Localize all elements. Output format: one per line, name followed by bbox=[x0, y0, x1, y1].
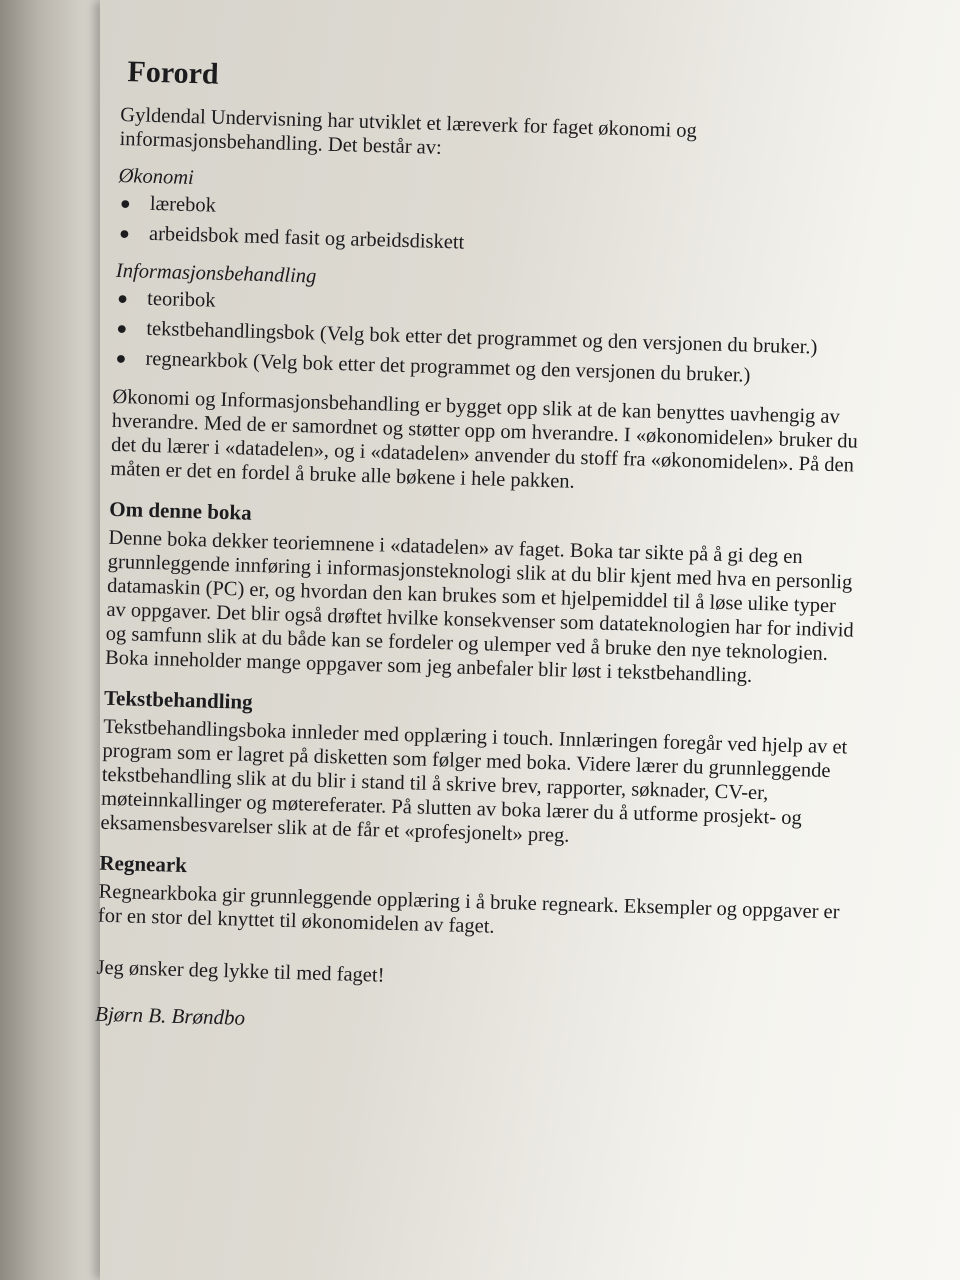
info-list bbox=[113, 285, 865, 392]
category-heading-info: Informasjonsbehandling bbox=[115, 259, 317, 288]
section-heading-om-denne-boka: Om denne boka bbox=[108, 496, 252, 525]
closing-line: Jeg ønsker deg lykke til med faget! bbox=[96, 956, 385, 987]
overview-paragraph: Økonomi og Informasjonsbehandling er bygget opp slik at de kan benyttes uavhengig av hverandre. Med de er samordnet og støtter opp om hverandre. I «økonomidelen» bruker du det du lærer i «datadelen», og i «datadelen» anvender du stoff fra «økonomidelen». På den måten er det en fordel å bruke alle bøkene i hele pakken. bbox=[110, 385, 859, 493]
page-content bbox=[95, 55, 872, 1048]
list-item-text: tekstbehandlingsbok (Velg bok etter det programmet og den versjonen du bruker.) bbox=[146, 317, 818, 359]
signature: Bjørn B. Brøndbo bbox=[94, 1001, 246, 1030]
bullet-icon: ● bbox=[116, 317, 128, 339]
bullet-icon: ● bbox=[119, 193, 132, 214]
intro-paragraph: Gyldendal Undervisning har utviklet et læreverk for faget økonomi og informasjonsbehandling. Det består av: bbox=[119, 103, 698, 159]
list-item-text: teoribok bbox=[146, 287, 216, 312]
section-text-om-denne-boka: Denne boka dekker teoriemnene i «datadelen» av faget. Boka tar sikte på å gi deg en grunnleggende innføring i informasjonsteknologi slik at du blir kjent med hva en personlig datamaskin (PC) er, og hvordan den kan brukes som et hjelpemiddel til å løse ulike typer av oppgaver. Det blir også drøftet hvilke konsekvenser som datateknologien har for individ og samfunn slik at du både kan se fordeler og ulemper ved å bruke den nye teknologien. Boka inneholder mange oppgaver som jeg anbefaler blir løst i tekstbehandling. bbox=[104, 526, 855, 687]
section-heading-tekstbehandling: Tekstbehandling bbox=[103, 685, 253, 714]
section-heading-regneark: Regneark bbox=[99, 850, 188, 878]
section-text-tekstbehandling: Tekstbehandlingsboka innleder med opplæring i touch. Innlæringen foregår ved hjelp av et program som er lagret på disketten som følger med boka. Videre lærer du grunnleggende tekstbehandling slik at du blir i stand til å skrive brev, rapporter, søknader, CV-er, møteinnkallinger og møtereferater. På slutten av boka lærer du å utforme prosjekt- og eksamensbesvarelser slik at de får et «profesjonelt» preg. bbox=[100, 715, 848, 847]
list-item-text: regnearkbok (Velg bok etter det programmet og den versjonen du bruker.) bbox=[145, 347, 751, 387]
list-item-text: arbeidsbok med fasit og arbeidsdiskett bbox=[148, 222, 465, 254]
book-page bbox=[94, 0, 960, 1280]
list-item-text: lærebok bbox=[149, 192, 217, 217]
bullet-icon: ● bbox=[116, 287, 129, 309]
bullet-icon: ● bbox=[118, 222, 131, 244]
category-heading-okonomi: Økonomi bbox=[118, 164, 195, 190]
page-title: Forord bbox=[127, 55, 220, 91]
bullet-icon: ● bbox=[115, 347, 127, 369]
section-text-regneark: Regnearkboka gir grunnleggende opplæring i å bruke regneark. Eksempler og oppgaver er for en stor del knyttet til økonomidelen av faget. bbox=[97, 880, 840, 938]
